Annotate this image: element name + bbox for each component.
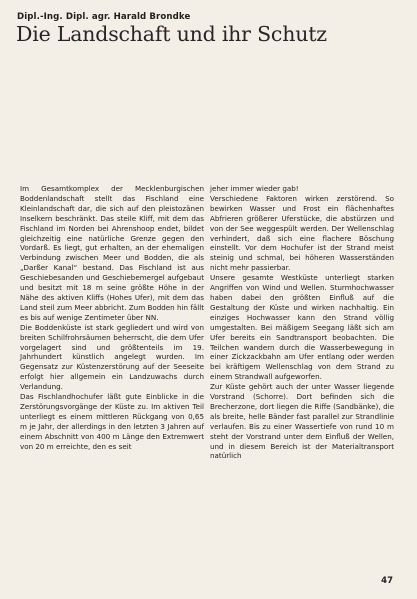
paragraph: jeher immer wieder gab! <box>210 184 299 193</box>
paragraph: Verschiedene Faktoren wirken zerstörend. So bewirken Wasser und Frost ein flächenhaftes Abfrieren größerer Uferstücke, die abstürzen und von der See weggespült werden. Der Wellenschlag verhindert, daß sich eine flachere Böschung einstellt. Vor dem Hochufer ist der Strand meist steinig und schmal, bei höheren Wasserständen nicht mehr passierbar. <box>210 193 394 273</box>
paragraph: Zur Küste gehört auch der unter Wasser liegende Vorstrand (Schorre). Dort befinden sich die Brecherzone, dort liegen die Riffe (Sandbänke), die als breite, helle Bänder fast parallel zur Strandlinie verlaufen. Bis zu einer Wassertiefe von rund 10 m steht der Vorstrand unter dem Einfluß der Wellen, und in diesem Bereich ist der Materialtransport natürlich <box>210 382 394 461</box>
paragraph: Die Boddenküste ist stark gegliedert und wird von breiten Schilfrohrsäumen beherrscht, die dem Ufer vorgelagert sind und größtenteils im 19. Jahrhundert künstlich angelegt wurden. Im Gegensatz zur Küstenzerstörung auf der Seeseite erfolgt hier allgemein ein Landzuwachs durch Verlandung. <box>20 322 204 392</box>
paragraph: Unsere gesamte Westküste unterliegt starken Angriffen von Wind und Wellen. Sturmhochwasser haben dabei den größten Einfluß auf die Gestaltung der Küste und wirken nachhaltig. Ein einziges Hochwasser kann den Strand völlig umgestalten. Bei mäßigem Seegang läßt sich am Ufer bereits ein Sandtransport beobachten. Die Teilchen wandern durch die Wasserbewegung in einer Zickzackbahn am Ufer entlang oder werden bei kräftigem Wellenschlag von dem Strand zu einem Strandwall aufgeworfen. <box>210 273 394 382</box>
right-text-column <box>210 184 394 461</box>
paragraph: Das Fischlandhochufer läßt gute Einblicke in die Zerstörungsvorgänge der Küste zu. Im aktiven Teil unterliegt es einem mittleren Rückgang von 0,65 m je Jahr, der allerdings in den letzten 3 Jahren auf einem Abschnitt von 400 m Länge den Extremwert von 20 m erreichte, den es seit <box>20 392 204 451</box>
author-byline: Dipl.-Ing. Dipl. agr. Harald Brondke <box>17 12 191 22</box>
paragraph: Im Gesamtkomplex der Mecklenburgischen Boddenlandschaft stellt das Fischland eine Kleinlandschaft dar, die sich auf den pleistozänen Inselkern beschränkt. Das steile Kliff, mit dem das Fischland im Norden bei Ahrenshoop endet, bildet gleichzeitig eine natürliche Grenze gegen den Vordarß. Es liegt, gut erhalten, an der ehemaligen Verbindung zwischen Meer und Bodden, die als „Darßer Kanal“ bestand. Das Fischland ist aus Geschiebesanden und Geschiebemergel aufgebaut und besitzt mit 18 m seine größte Höhe in der Nähe des aktiven Kliffs (Hohes Ufer), mit dem das Land steil zum Meer abbricht. Zum Bodden hin fällt es bis auf wenige Zentimeter über NN. <box>20 184 204 322</box>
article-title: Die Landschaft und ihr Schutz <box>16 22 327 46</box>
left-text-column <box>20 184 204 451</box>
page-number: 47 <box>381 576 393 586</box>
